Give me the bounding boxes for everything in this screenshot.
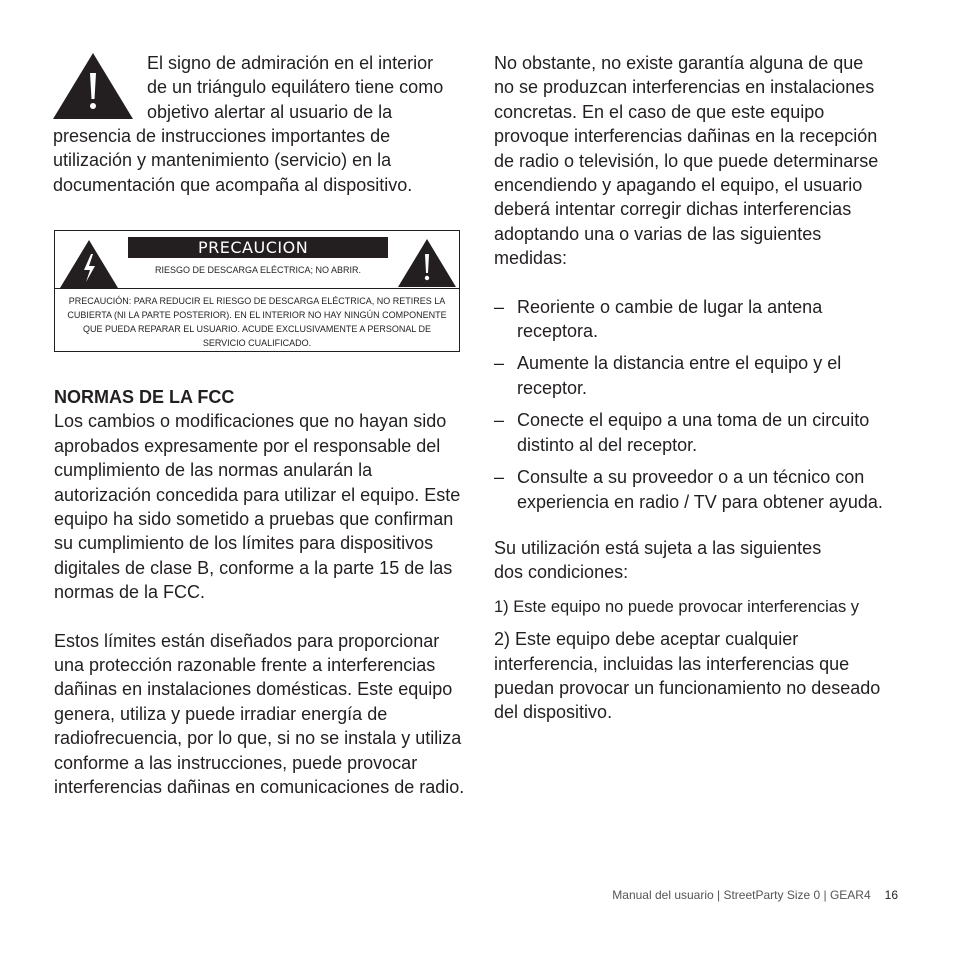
caution-subtitle: RIESGO DE DESCARGA ELÉCTRICA; NO ABRIR.	[154, 265, 362, 275]
lightning-triangle-icon	[60, 240, 118, 288]
fcc-heading: NORMAS DE LA FCC	[54, 387, 235, 407]
intro-line-2: de un triángulo equilátero tiene como	[147, 77, 444, 98]
exclamation-triangle-icon	[398, 239, 456, 287]
caution-body: PRECAUCIÓN: PARA REDUCIR EL RIESGO DE DESCARGA ELÉCTRICA, NO RETIRES LA CUBIERTA (NI LA PARTE POSTERIOR). EN EL INTERIOR NO HAY NINGÚN COMPONENTE QUE PUEDA REPARAR EL USUARIO. ACUDE EXCLUSIVAMENTE A PERSONAL DE SERVICIO CUALIFICADO.	[67, 296, 447, 348]
right-paragraph-1: No obstante, no existe garantía alguna de que no se produzcan interferencias en instalaciones concretas. En el caso de que este equipo provoque interferencias dañinas en la recepción de radio o televisión, lo que puede determinarse encendiendo y apagando el equipo, el usuario deberá intentar corregir dichas interferencias adoptando una o varias de las siguientes medidas:	[494, 53, 879, 269]
fcc-paragraph-2: Estos límites están diseñados para proporcionar una protección razonable frente a interferencias dañinas en instalaciones domésticas. Este equipo genera, utiliza y puede irradiar energía de radiofrecuencia, por lo que, si no se instala y utiliza conforme a las instrucciones, puede provocar interferencias dañinas en comunicaciones de radio.	[54, 630, 465, 798]
caution-box	[54, 230, 460, 352]
measures-list	[494, 295, 904, 514]
page-number: 16	[884, 888, 898, 902]
condition-2: 2) Este equipo debe aceptar cualquier interferencia, incluidas las interferencias que puedan provocar un funcionamiento no deseado del dispositivo.	[494, 629, 881, 723]
dash-mark: –	[494, 467, 505, 488]
caution-divider	[55, 288, 459, 289]
conditions-intro: Su utilización está sujeta a las siguientes dos condiciones:	[494, 537, 822, 583]
right-column	[494, 51, 904, 725]
list-item: – Conecte el equipo a una toma de un circuito distinto al del receptor.	[494, 410, 870, 455]
fcc-paragraph-1: Los cambios o modificaciones que no hayan sido aprobados expresamente por el responsable del cumplimiento de las normas anularán la autorización concedida para utilizar el equipo. Este equipo ha sido sometido a pruebas que confirman su cumplimiento de los límites para dispositivos digitales de clase B, conforme a la parte 15 de las normas de la FCC.	[54, 411, 461, 603]
intro-line-1: El signo de admiración en el interior	[147, 53, 434, 73]
caution-title: PRECAUCION	[128, 237, 388, 258]
list-item: – Consulte a su proveedor o a un técnico con experiencia en radio / TV para obtener ayuda.	[494, 467, 883, 512]
footer-text: Manual del usuario | StreetParty Size 0 | GEAR4	[612, 888, 871, 902]
dash-mark: –	[494, 410, 505, 431]
footer	[612, 888, 898, 902]
intro-text-top	[147, 51, 467, 124]
fcc-section	[54, 385, 466, 800]
dash-mark: –	[494, 296, 505, 317]
list-item: – Aumente la distancia entre el equipo y el receptor.	[494, 353, 842, 398]
condition-1: 1) Este equipo no puede provocar interferencias y	[494, 597, 860, 616]
list-item: – Reoriente o cambie de lugar la antena receptora.	[494, 296, 823, 342]
intro-line-3: objetivo alertar al usuario de la	[147, 101, 393, 122]
exclamation-triangle-icon	[53, 53, 133, 119]
intro-text-rest: presencia de instrucciones importantes de utilización y mantenimiento (servicio) en la documentación que acompaña al dispositivo.	[53, 126, 413, 195]
dash-mark: –	[494, 353, 505, 374]
